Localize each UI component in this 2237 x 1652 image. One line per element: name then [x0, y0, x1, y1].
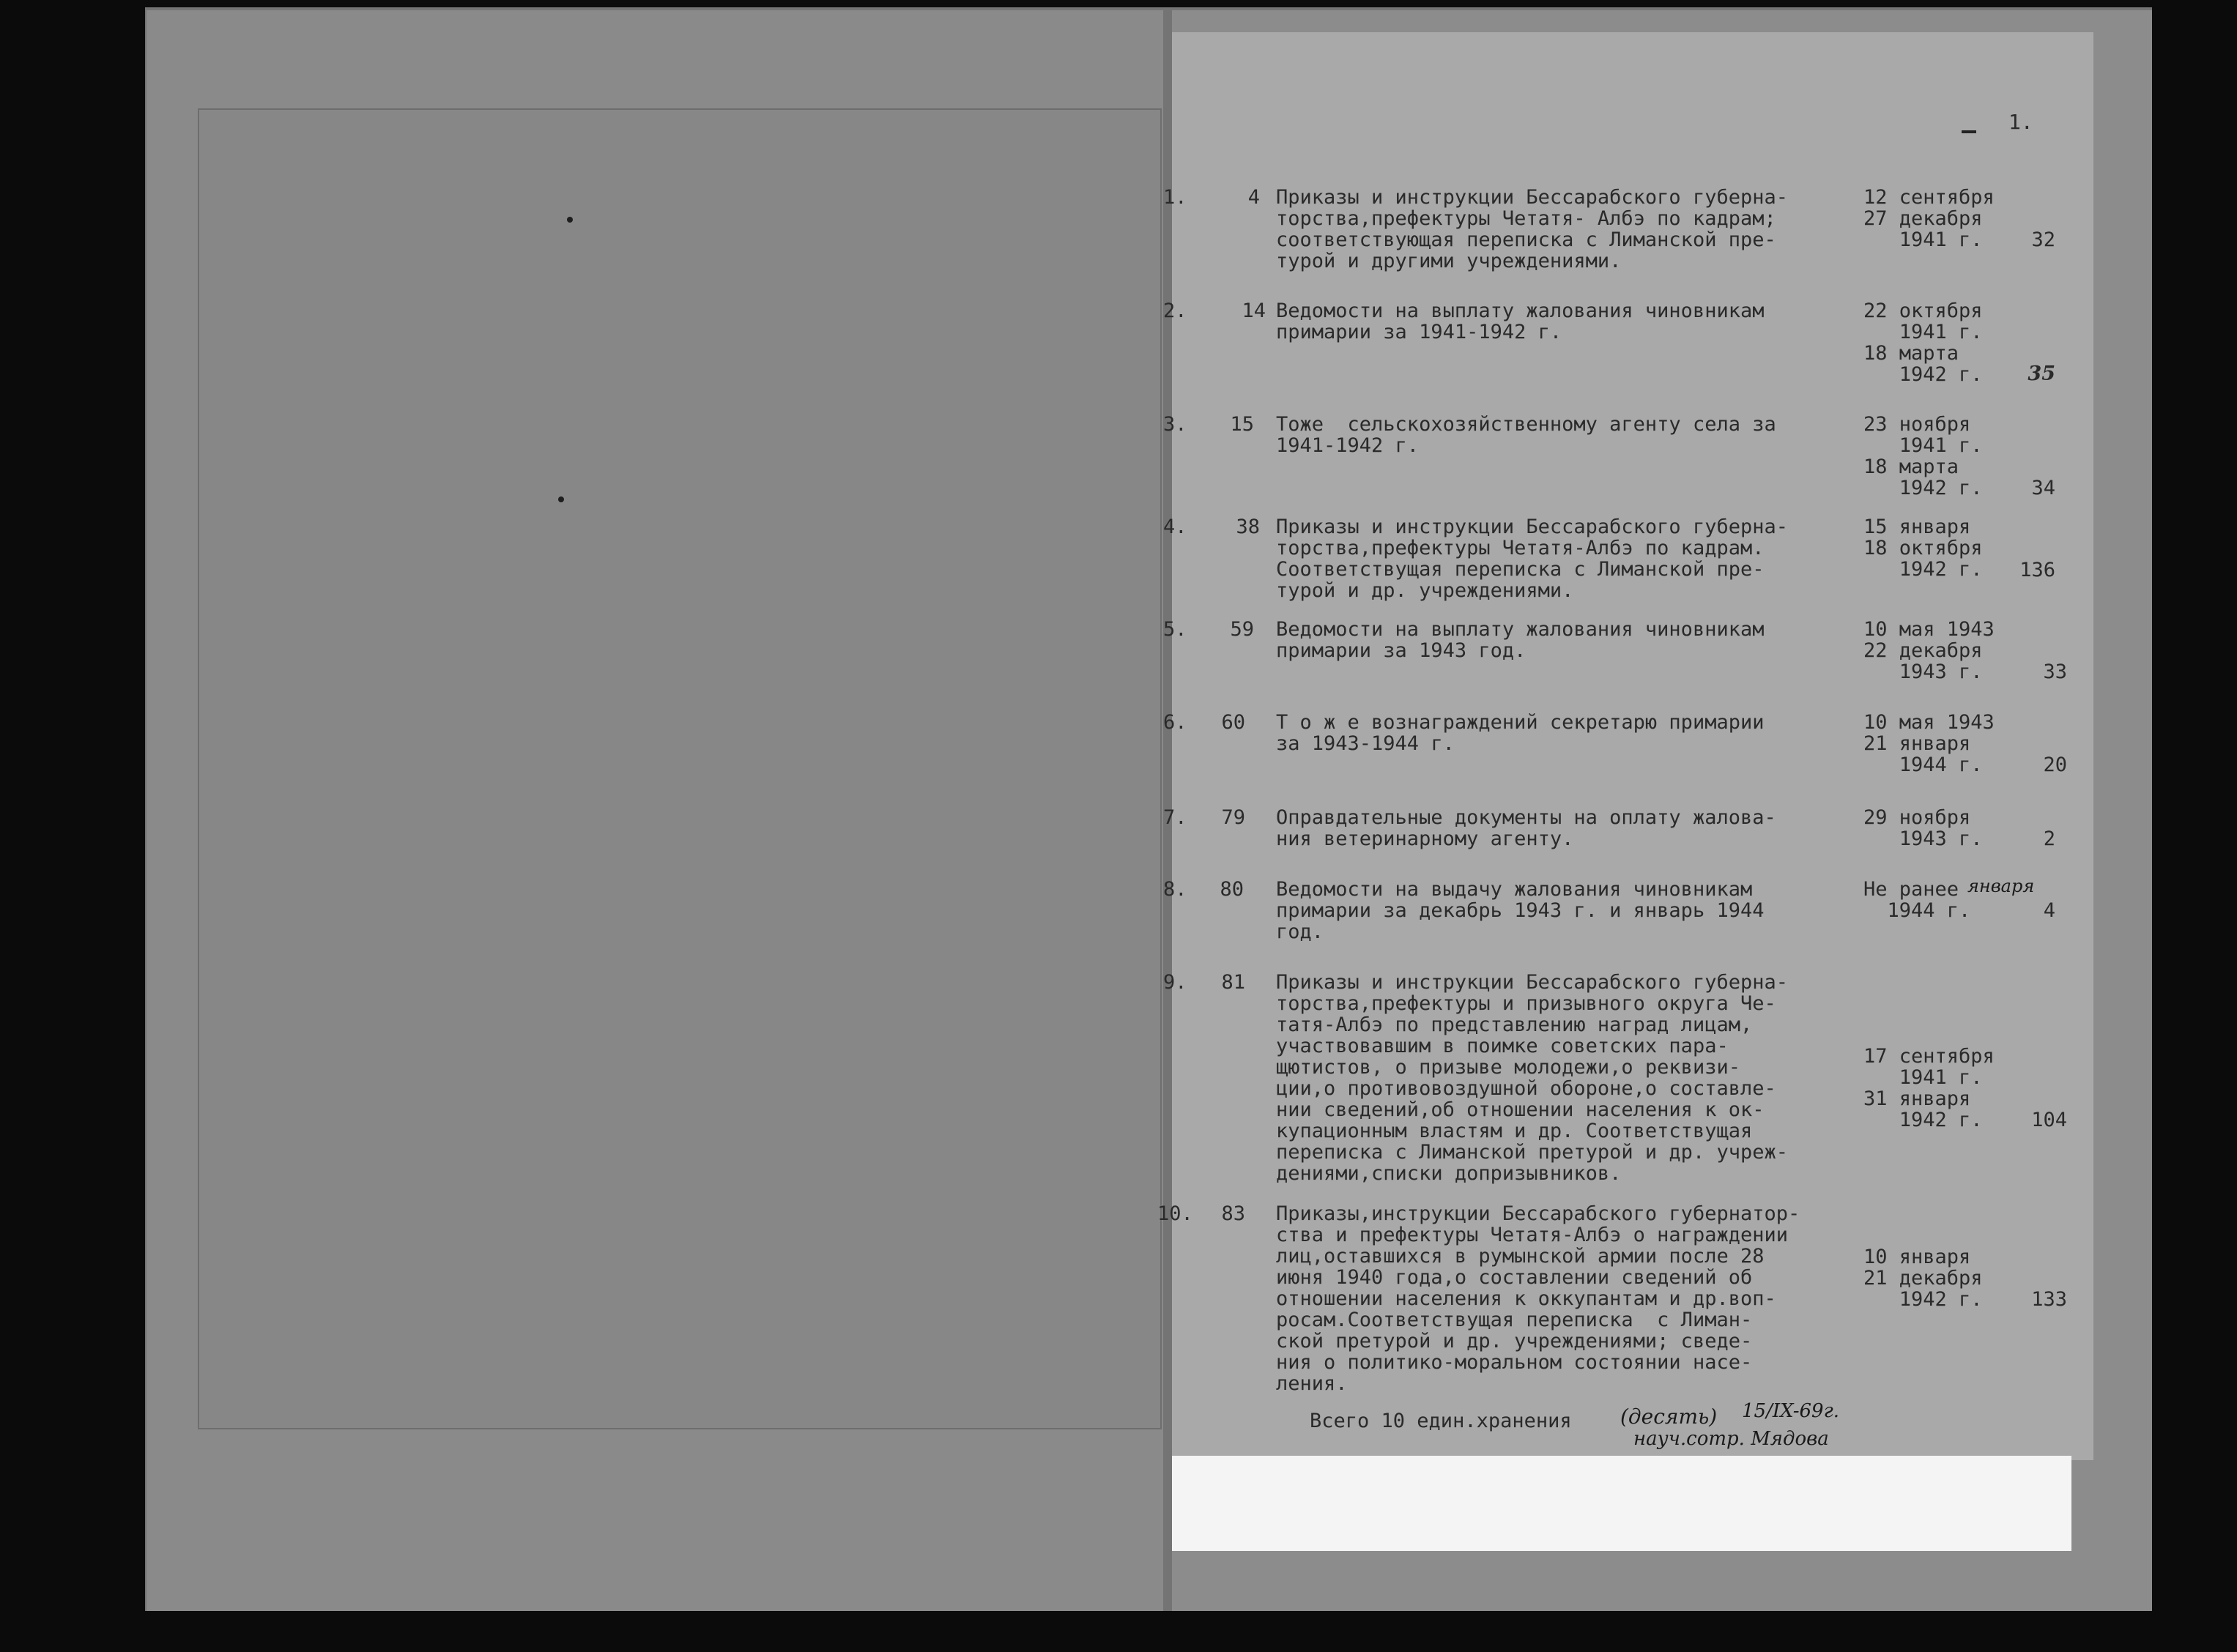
item-title: Тоже сельскохозяйственному агенту села за 1941-1942 г.: [1276, 413, 1776, 457]
item-number: 6.: [1163, 711, 1187, 734]
handwritten-signature: науч.сотр. Мядова: [1633, 1428, 1829, 1450]
item-dates: 15 января 18 октября 1942 г.: [1863, 516, 1983, 581]
handwritten-month-note: января: [1967, 876, 2035, 896]
item-dates: 22 октября 1941 г. 18 марта 1942 г.: [1863, 299, 1983, 386]
storage-unit-number: 79: [1221, 806, 1245, 829]
storage-unit-number: 80: [1220, 878, 1244, 901]
item-number: 3.: [1163, 413, 1187, 436]
total-units: Всего 10 един.хранения: [1310, 1410, 1572, 1432]
item-dates: 10 мая 1943 22 декабря 1943 г.: [1863, 618, 1995, 683]
item-number: 1.: [1163, 186, 1187, 209]
item-title: Приказы и инструкции Бессарабского губерна- торства,префектуры Четатя- Албэ по кадрам; соответствующая переписка с Лиманской пре- турой и другими учреждениями.: [1276, 186, 1788, 272]
handwritten-count-words: (десять): [1620, 1404, 1718, 1429]
paper-speck: [567, 217, 573, 223]
sheet-count: 104: [2031, 1109, 2067, 1131]
item-number: 10.: [1157, 1202, 1193, 1225]
item-dates: 10 мая 1943 21 января 1944 г.: [1863, 711, 1995, 776]
item-title: Приказы,инструкции Бессарабского губернатор- ства и префектуры Четатя-Албэ о награждении лиц,оставшихся в румынской армии после 28 июня 1940 года,о составлении сведений об отношении населения к оккупантам и др.воп- росам.Соответствущая переписка с Лиман- ской претурой и др. учреждениями; сведе- ния о политико-моральном состоянии насе- ления.: [1276, 1202, 1800, 1395]
item-title: Оправдательные документы на оплату жалова- ния ветеринарному агенту.: [1276, 806, 1776, 850]
sheet-count: 136: [2019, 559, 2055, 581]
item-title: Т о ж е вознаграждений секретарю примарии за 1943-1944 г.: [1276, 711, 1765, 755]
paper-speck: [558, 496, 564, 502]
sheet-count: 35: [2028, 362, 2055, 385]
handwritten-date: 15/IX-69г.: [1742, 1400, 1839, 1422]
item-number: 5.: [1163, 618, 1187, 641]
sheet-count: 4: [2043, 899, 2055, 922]
storage-unit-number: 38: [1236, 516, 1260, 538]
storage-unit-number: 15: [1230, 413, 1254, 436]
sheet-count: 20: [2043, 754, 2067, 776]
white-slip: [1172, 1456, 2071, 1551]
item-title: Ведомости на выплату жалования чиновникам примарии за 1943 год.: [1276, 618, 1765, 662]
sheet-count: 32: [2031, 228, 2055, 251]
sheet-count: 133: [2031, 1288, 2067, 1311]
item-dates: 23 ноября 1941 г. 18 марта 1942 г.: [1863, 413, 1983, 499]
storage-unit-number: 60: [1221, 711, 1245, 734]
blank-left-sheet: [199, 110, 1160, 1428]
item-number: 9.: [1163, 971, 1187, 994]
item-dates: 17 сентября 1941 г. 31 января 1942 г.: [1863, 1045, 1995, 1131]
item-title: Ведомости на выдачу жалования чиновникам примарии за декабрь 1943 г. и январь 1944 год.: [1276, 878, 1765, 943]
item-title: Ведомости на выплату жалования чиновникам примарии за 1941-1942 г.: [1276, 299, 1765, 343]
item-number: 4.: [1163, 516, 1187, 538]
item-title: Приказы и инструкции Бессарабского губерна- торства,префектуры и призывного округа Че- татя-Албэ по представлению наград лицам, участвовавшим в поимке советских пара- щютистов, о призыве молодежи,о реквизи- ции,о противовоздушной обороне,о составле- нии сведений,об отношении населения к ок- купационным властям и др. Соответствущая переписка с Лиманской претурой и др. учреж- дениями,списки допризывников.: [1276, 971, 1788, 1185]
storage-unit-number: 81: [1221, 971, 1245, 994]
item-dates: 10 января 21 декабря 1942 г.: [1863, 1246, 1983, 1311]
sheet-count: 33: [2043, 661, 2067, 683]
storage-unit-number: 83: [1221, 1202, 1245, 1225]
item-dates: Не ранее 1944 г.: [1863, 878, 1971, 922]
page-dash-mark: [1962, 130, 1976, 133]
item-number: 7.: [1163, 806, 1187, 829]
storage-unit-number: 14: [1242, 299, 1266, 322]
item-dates: 29 ноября 1943 г.: [1863, 806, 1983, 850]
storage-unit-number: 59: [1230, 618, 1254, 641]
storage-unit-number: 4: [1247, 186, 1260, 209]
item-title: Приказы и инструкции Бессарабского губерна- торства,префектуры Четатя-Албэ по кадрам. Соответствущая переписка с Лиманской пре- турой и др. учреждениями.: [1276, 516, 1788, 602]
item-dates: 12 сентября 27 декабря 1941 г.: [1863, 186, 1995, 251]
item-number: 8.: [1163, 878, 1187, 901]
sheet-count: 2: [2043, 827, 2055, 850]
item-number: 2.: [1163, 299, 1187, 322]
sheet-count: 34: [2031, 477, 2055, 499]
page-number: 1.: [2008, 110, 2033, 134]
